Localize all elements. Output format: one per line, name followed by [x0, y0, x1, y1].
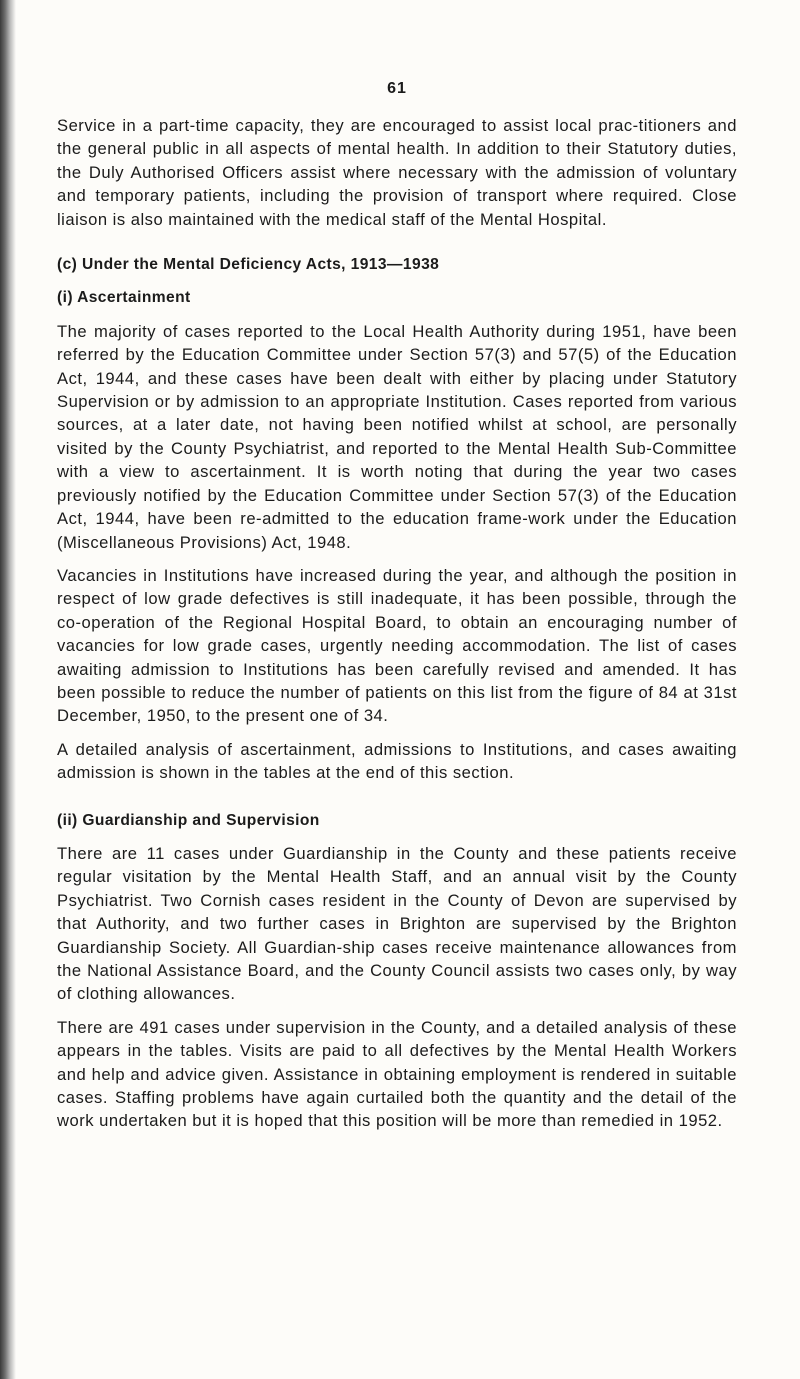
paragraph-service: Service in a part-time capacity, they are encouraged to assist local prac-titioners and the general public in all aspects of mental health. In addition to their Statutory duties, the Duly Authorised Officers assist where necessary with the admission of voluntary and temporary patients, including the provision of transport where required. Close liaison is also maintained with the medical staff of the Mental Hospital. — [57, 116, 737, 229]
heading-ascertainment: (i) Ascertainment — [57, 289, 191, 307]
paragraph-detailed-analysis: A detailed analysis of ascertainment, admissions to Institutions, and cases awaiting admission is shown in the tables at the end of this section. — [57, 739, 737, 783]
page-binding-edge — [0, 0, 16, 1379]
page-number: 61 — [387, 80, 407, 97]
paragraph-majority-of-cases: The majority of cases reported to the Local Health Authority during 1951, have been referred by the Education Committee under Section 57(3) and 57(5) of the Education Act, 1944, and these cases have been dealt with either by placing under Statutory Supervision or by admission to an appropriate Institution. Cases reported from various sources, at a later date, not having been notified whilst at school, are personally visited by the County Psychiatrist, and reported to the Mental Health Sub-Committee with a view to ascertainment. It is worth noting that during the year two cases previously notified by the Education Committee under Section 57(3) of the Education Act, 1944, have been re-admitted to the education frame-work under the Education (Miscellaneous Provisions) Act, 1948. — [57, 321, 737, 552]
heading-guardianship-supervision: (ii) Guardianship and Supervision — [57, 811, 320, 829]
paragraph-vacancies: Vacancies in Institutions have increased during the year, and although the position in respect of low grade defectives is still inadequate, it has been possible, through the co-operation of the Regional Hospital Board, to obtain an encouraging number of vacancies for low grade cases, urgently needing accommodation. The list of cases awaiting admission to Institutions has been carefully revised and amended. It has been possible to reduce the number of patients on this list from the figure of 84 at 31st December, 1950, to the present one of 34. — [57, 565, 737, 726]
body-text — [57, 114, 737, 1143]
paragraph-supervision: There are 491 cases under supervision in the County, and a detailed analysis of these appears in the tables. Visits are paid to all defectives by the Mental Health Workers and help and advice given. Assistance in obtaining employment is rendered in suitable cases. Staffing problems have again curtailed both the quantity and the detail of the work undertaken but it is hoped that this position will be more than remedied in 1952. — [57, 1017, 737, 1131]
heading-mental-deficiency-acts: (c) Under the Mental Deficiency Acts, 1913—1938 — [57, 256, 440, 274]
paragraph-guardianship: There are 11 cases under Guardianship in the County and these patients receive regular visitation by the Mental Health Staff, and an annual visit by the County Psychiatrist. Two Cornish cases resident in the County of Devon are supervised by that Authority, and two further cases in Brighton are supervised by the Brighton Guardianship Society. All Guardian-ship cases receive maintenance allowances from the National Assistance Board, and the County Council assists two cases only, by way of clothing allowances. — [57, 843, 737, 1004]
